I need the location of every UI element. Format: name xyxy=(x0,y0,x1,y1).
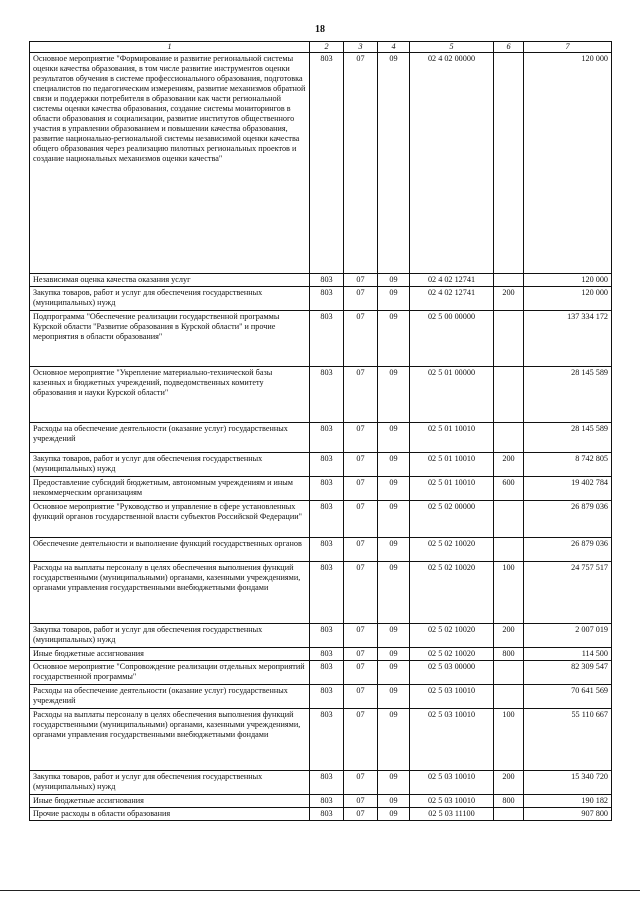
table-row xyxy=(30,311,612,367)
row-ministry-code: 803 xyxy=(310,685,344,709)
row-target-article: 02 5 01 10010 xyxy=(410,423,494,453)
row-amount: 19 402 784 xyxy=(524,477,612,501)
table-row xyxy=(30,287,612,311)
row-amount: 26 879 036 xyxy=(524,501,612,538)
table-row xyxy=(30,661,612,685)
row-ministry-code: 803 xyxy=(310,311,344,367)
row-section-code: 07 xyxy=(344,287,378,311)
row-ministry-code: 803 xyxy=(310,538,344,562)
row-expense-type: 200 xyxy=(494,624,524,648)
row-section-code: 07 xyxy=(344,538,378,562)
row-subsection-code: 09 xyxy=(378,661,410,685)
row-section-code: 07 xyxy=(344,274,378,287)
row-amount: 28 145 589 xyxy=(524,423,612,453)
table-row xyxy=(30,538,612,562)
table-row xyxy=(30,423,612,453)
row-expense-type xyxy=(494,423,524,453)
table-row xyxy=(30,771,612,795)
row-section-code: 07 xyxy=(344,771,378,795)
header-cell-7: 7 xyxy=(524,42,612,53)
row-target-article: 02 5 03 10010 xyxy=(410,795,494,808)
row-amount: 120 000 xyxy=(524,274,612,287)
header-cell-3: 3 xyxy=(344,42,378,53)
row-amount: 114 500 xyxy=(524,648,612,661)
row-description: Основное мероприятие "Руководство и управление в сфере установленных функций органов государственной власти субъектов Российской Федерации" xyxy=(30,501,310,538)
row-amount: 8 742 805 xyxy=(524,453,612,477)
row-target-article: 02 5 02 00000 xyxy=(410,501,494,538)
row-expense-type: 200 xyxy=(494,453,524,477)
row-section-code: 07 xyxy=(344,311,378,367)
table-row xyxy=(30,709,612,771)
row-expense-type xyxy=(494,661,524,685)
table-row xyxy=(30,795,612,808)
row-subsection-code: 09 xyxy=(378,477,410,501)
table-row xyxy=(30,562,612,624)
row-target-article: 02 5 01 10010 xyxy=(410,477,494,501)
row-ministry-code: 803 xyxy=(310,709,344,771)
row-ministry-code: 803 xyxy=(310,53,344,274)
row-expense-type xyxy=(494,311,524,367)
row-description: Закупка товаров, работ и услуг для обеспечения государственных (муниципальных) нужд xyxy=(30,287,310,311)
row-subsection-code: 09 xyxy=(378,311,410,367)
row-ministry-code: 803 xyxy=(310,808,344,821)
row-subsection-code: 09 xyxy=(378,795,410,808)
row-amount: 24 757 517 xyxy=(524,562,612,624)
row-section-code: 07 xyxy=(344,648,378,661)
row-description: Иные бюджетные ассигнования xyxy=(30,795,310,808)
table-row xyxy=(30,367,612,423)
row-subsection-code: 09 xyxy=(378,274,410,287)
row-expense-type xyxy=(494,53,524,274)
row-section-code: 07 xyxy=(344,367,378,423)
row-description: Расходы на обеспечение деятельности (оказание услуг) государственных учреждений xyxy=(30,685,310,709)
row-target-article: 02 4 02 00000 xyxy=(410,53,494,274)
row-description: Прочие расходы в области образования xyxy=(30,808,310,821)
row-section-code: 07 xyxy=(344,685,378,709)
row-section-code: 07 xyxy=(344,661,378,685)
row-subsection-code: 09 xyxy=(378,562,410,624)
row-target-article: 02 5 01 00000 xyxy=(410,367,494,423)
row-subsection-code: 09 xyxy=(378,423,410,453)
row-amount: 190 182 xyxy=(524,795,612,808)
row-description: Независимая оценка качества оказания услуг xyxy=(30,274,310,287)
header-cell-6: 6 xyxy=(494,42,524,53)
row-description: Расходы на обеспечение деятельности (оказание услуг) государственных учреждений xyxy=(30,423,310,453)
row-expense-type xyxy=(494,501,524,538)
row-ministry-code: 803 xyxy=(310,423,344,453)
table-row xyxy=(30,453,612,477)
table-row xyxy=(30,477,612,501)
row-target-article: 02 4 02 12741 xyxy=(410,287,494,311)
table-row xyxy=(30,501,612,538)
row-expense-type: 100 xyxy=(494,709,524,771)
row-ministry-code: 803 xyxy=(310,477,344,501)
table-row xyxy=(30,685,612,709)
row-expense-type: 200 xyxy=(494,771,524,795)
table-row xyxy=(30,274,612,287)
row-description: Расходы на выплаты персоналу в целях обеспечения выполнения функций государственными (муниципальными) органами, казенными учреждениями, органами управления государственными внебюджетными фондами xyxy=(30,709,310,771)
row-subsection-code: 09 xyxy=(378,53,410,274)
row-ministry-code: 803 xyxy=(310,562,344,624)
row-section-code: 07 xyxy=(344,562,378,624)
row-ministry-code: 803 xyxy=(310,501,344,538)
row-subsection-code: 09 xyxy=(378,624,410,648)
row-amount: 120 000 xyxy=(524,287,612,311)
row-expense-type: 800 xyxy=(494,648,524,661)
row-section-code: 07 xyxy=(344,709,378,771)
row-ministry-code: 803 xyxy=(310,771,344,795)
row-target-article: 02 5 02 10020 xyxy=(410,562,494,624)
row-subsection-code: 09 xyxy=(378,367,410,423)
row-amount: 120 000 xyxy=(524,53,612,274)
row-subsection-code: 09 xyxy=(378,453,410,477)
row-amount: 137 334 172 xyxy=(524,311,612,367)
row-subsection-code: 09 xyxy=(378,538,410,562)
row-ministry-code: 803 xyxy=(310,795,344,808)
page-bottom-rule xyxy=(0,890,640,891)
row-target-article: 02 5 03 10010 xyxy=(410,771,494,795)
row-description: Расходы на выплаты персоналу в целях обеспечения выполнения функций государственными (муниципальными) органами, казенными учреждениями, органами управления государственными внебюджетными фондами xyxy=(30,562,310,624)
header-cell-2: 2 xyxy=(310,42,344,53)
table-row xyxy=(30,648,612,661)
row-target-article: 02 5 03 11100 xyxy=(410,808,494,821)
row-amount: 907 800 xyxy=(524,808,612,821)
row-ministry-code: 803 xyxy=(310,648,344,661)
row-expense-type xyxy=(494,685,524,709)
row-ministry-code: 803 xyxy=(310,453,344,477)
row-target-article: 02 5 01 10010 xyxy=(410,453,494,477)
table-row xyxy=(30,808,612,821)
row-amount: 55 110 667 xyxy=(524,709,612,771)
row-amount: 15 340 720 xyxy=(524,771,612,795)
row-description: Основное мероприятие "Сопровождение реализации отдельных мероприятий государственной программы" xyxy=(30,661,310,685)
header-cell-4: 4 xyxy=(378,42,410,53)
row-amount: 82 309 547 xyxy=(524,661,612,685)
table-row xyxy=(30,624,612,648)
row-expense-type xyxy=(494,808,524,821)
row-section-code: 07 xyxy=(344,501,378,538)
budget-table xyxy=(29,41,612,821)
row-expense-type xyxy=(494,538,524,562)
row-target-article: 02 5 00 00000 xyxy=(410,311,494,367)
row-section-code: 07 xyxy=(344,453,378,477)
row-section-code: 07 xyxy=(344,795,378,808)
row-ministry-code: 803 xyxy=(310,367,344,423)
row-subsection-code: 09 xyxy=(378,501,410,538)
header-cell-5: 5 xyxy=(410,42,494,53)
row-amount: 2 007 019 xyxy=(524,624,612,648)
row-target-article: 02 5 02 10020 xyxy=(410,648,494,661)
row-ministry-code: 803 xyxy=(310,624,344,648)
row-amount: 70 641 569 xyxy=(524,685,612,709)
row-description: Иные бюджетные ассигнования xyxy=(30,648,310,661)
row-expense-type: 600 xyxy=(494,477,524,501)
row-section-code: 07 xyxy=(344,624,378,648)
row-amount: 26 879 036 xyxy=(524,538,612,562)
row-subsection-code: 09 xyxy=(378,648,410,661)
row-subsection-code: 09 xyxy=(378,771,410,795)
row-expense-type xyxy=(494,367,524,423)
row-target-article: 02 5 02 10020 xyxy=(410,538,494,562)
row-subsection-code: 09 xyxy=(378,808,410,821)
row-description: Предоставление субсидий бюджетным, автономным учреждениям и иным некоммерческим организациям xyxy=(30,477,310,501)
row-description: Подпрограмма "Обеспечение реализации государственной программы Курской области "Развитие образования в Курской области" и прочие мероприятия в области образования" xyxy=(30,311,310,367)
row-expense-type: 100 xyxy=(494,562,524,624)
row-subsection-code: 09 xyxy=(378,287,410,311)
row-section-code: 07 xyxy=(344,53,378,274)
row-section-code: 07 xyxy=(344,808,378,821)
table-row xyxy=(30,53,612,274)
row-ministry-code: 803 xyxy=(310,661,344,685)
row-subsection-code: 09 xyxy=(378,709,410,771)
row-target-article: 02 5 03 00000 xyxy=(410,661,494,685)
row-target-article: 02 5 02 10020 xyxy=(410,624,494,648)
row-amount: 28 145 589 xyxy=(524,367,612,423)
row-target-article: 02 4 02 12741 xyxy=(410,274,494,287)
row-target-article: 02 5 03 10010 xyxy=(410,685,494,709)
header-row xyxy=(30,42,612,53)
row-target-article: 02 5 03 10010 xyxy=(410,709,494,771)
row-description: Закупка товаров, работ и услуг для обеспечения государственных (муниципальных) нужд xyxy=(30,624,310,648)
page-number: 18 xyxy=(315,24,325,35)
row-description: Обеспечение деятельности и выполнение функций государственных органов xyxy=(30,538,310,562)
row-expense-type xyxy=(494,274,524,287)
row-expense-type: 200 xyxy=(494,287,524,311)
row-expense-type: 800 xyxy=(494,795,524,808)
row-description: Основное мероприятие "Формирование и развитие региональной системы оценки качества образования, в том числе развитие инструментов оценки результатов обучения в системе профессионального образования, подготовка специалистов по педагогическим измерениям, развитие механизмов обратной связи и поддержки потребителя в образовании как части региональной системы оценки качества образования, создание системы мониторингов в области образования и социализации, развитие институтов общественного участия в управлении образованием и повышении качества образования, развитие национально-региональной системы независимой оценки качества общего образования через реализацию пилотных региональных проектов и создание национальных механизмов оценки качества" xyxy=(30,53,310,274)
row-subsection-code: 09 xyxy=(378,685,410,709)
row-description: Закупка товаров, работ и услуг для обеспечения государственных (муниципальных) нужд xyxy=(30,771,310,795)
row-section-code: 07 xyxy=(344,477,378,501)
row-ministry-code: 803 xyxy=(310,287,344,311)
row-description: Закупка товаров, работ и услуг для обеспечения государственных (муниципальных) нужд xyxy=(30,453,310,477)
row-description: Основное мероприятие "Укрепление материально-технической базы казенных и бюджетных учреждений, подведомственных комитету образования и науки Курской области" xyxy=(30,367,310,423)
row-section-code: 07 xyxy=(344,423,378,453)
header-cell-1: 1 xyxy=(30,42,310,53)
row-ministry-code: 803 xyxy=(310,274,344,287)
